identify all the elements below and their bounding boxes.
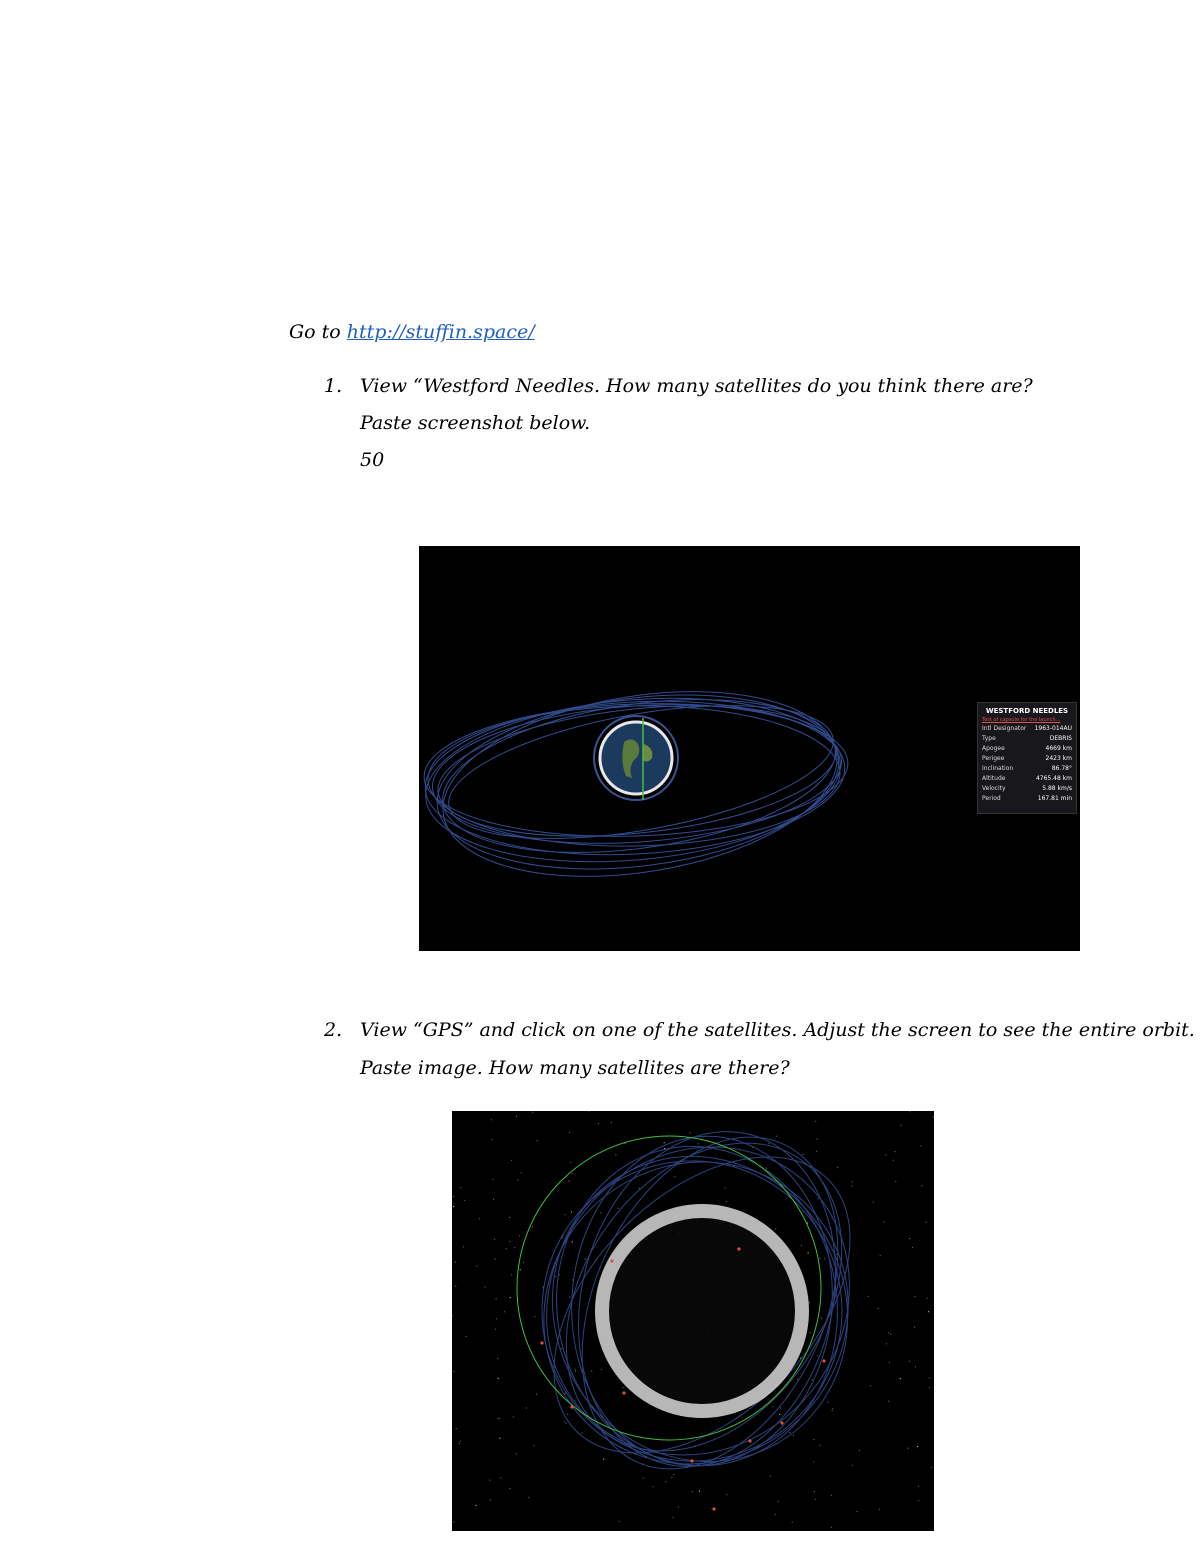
debris-dot bbox=[476, 1505, 477, 1506]
debris-dot bbox=[537, 1140, 538, 1141]
debris-dot bbox=[678, 1506, 679, 1507]
debris-dot bbox=[639, 1188, 640, 1189]
debris-dot bbox=[569, 1297, 570, 1298]
debris-dot bbox=[497, 1358, 498, 1359]
debris-dot bbox=[815, 1499, 816, 1500]
debris-dot bbox=[880, 1255, 881, 1256]
debris-dot bbox=[452, 1315, 453, 1316]
debris-dot bbox=[506, 1248, 507, 1249]
debris-dot bbox=[485, 1286, 486, 1287]
debris-dot bbox=[814, 1491, 815, 1492]
debris-dot bbox=[532, 1226, 533, 1227]
debris-dot bbox=[912, 1247, 913, 1248]
debris-dot bbox=[775, 1514, 776, 1515]
debris-dot bbox=[766, 1168, 767, 1169]
debris-dot bbox=[509, 1241, 510, 1242]
debris-dot bbox=[526, 1407, 527, 1408]
earth-globe bbox=[594, 716, 678, 800]
debris-dot bbox=[779, 1414, 780, 1415]
debris-dot bbox=[852, 1465, 853, 1466]
debris-dot bbox=[883, 1222, 884, 1223]
debris-dot bbox=[498, 1378, 499, 1379]
debris-dot bbox=[878, 1308, 879, 1309]
debris-dot bbox=[453, 1371, 454, 1372]
debris-dot bbox=[888, 1332, 889, 1333]
debris-dot bbox=[914, 1296, 915, 1297]
info-row: Apogee 4669 km bbox=[982, 745, 1072, 752]
debris-dot bbox=[491, 1139, 492, 1140]
debris-dot bbox=[572, 1241, 573, 1242]
debris-dot bbox=[564, 1421, 565, 1422]
debris-dot bbox=[572, 1173, 573, 1174]
debris-dot bbox=[931, 1467, 932, 1468]
debris-dot bbox=[567, 1414, 568, 1415]
debris-dot bbox=[797, 1379, 798, 1380]
debris-dot bbox=[819, 1445, 820, 1446]
debris-dot bbox=[918, 1486, 919, 1487]
debris-dot bbox=[852, 1181, 853, 1182]
debris-dot bbox=[816, 1138, 817, 1139]
debris-dot bbox=[509, 1488, 510, 1489]
debris-dot bbox=[453, 1196, 454, 1197]
debris-dot bbox=[868, 1296, 869, 1297]
debris-dot bbox=[528, 1497, 529, 1498]
gps-satellite[interactable] bbox=[748, 1439, 751, 1442]
debris-dot bbox=[455, 1286, 456, 1287]
debris-dot bbox=[491, 1119, 492, 1120]
debris-dot bbox=[870, 1385, 871, 1386]
debris-dot bbox=[776, 1136, 777, 1137]
question-2-number: 2. bbox=[324, 1019, 343, 1041]
debris-dot bbox=[653, 1486, 654, 1487]
debris-dot bbox=[726, 1201, 727, 1202]
debris-dot bbox=[929, 1377, 930, 1378]
debris-dot bbox=[900, 1378, 901, 1379]
debris-dot bbox=[568, 1180, 569, 1181]
debris-dot bbox=[879, 1509, 880, 1510]
debris-dot bbox=[929, 1387, 930, 1388]
debris-dot bbox=[775, 1228, 776, 1229]
gps-orbits-view bbox=[452, 1111, 934, 1531]
debris-dot bbox=[463, 1246, 464, 1247]
debris-dot bbox=[588, 1111, 589, 1112]
info-row: Velocity 5.88 km/s bbox=[982, 785, 1072, 792]
debris-dot bbox=[886, 1343, 887, 1344]
debris-dot bbox=[674, 1176, 675, 1177]
debris-dot bbox=[810, 1332, 811, 1333]
debris-dot bbox=[500, 1477, 501, 1478]
gps-satellite[interactable] bbox=[610, 1259, 613, 1262]
debris-dot bbox=[575, 1371, 576, 1372]
satellite-info-panel bbox=[977, 702, 1077, 814]
debris-dot bbox=[873, 1201, 874, 1202]
debris-dot bbox=[933, 1116, 934, 1117]
debris-dot bbox=[460, 1441, 461, 1442]
debris-dot bbox=[802, 1154, 803, 1155]
debris-dot bbox=[496, 1298, 497, 1299]
debris-dot bbox=[643, 1478, 644, 1479]
debris-dot bbox=[591, 1371, 592, 1372]
question-1-number: 1. bbox=[324, 375, 343, 397]
debris-dot bbox=[465, 1336, 466, 1337]
debris-dot bbox=[566, 1423, 567, 1424]
question-1-text: View “Westford Needles. How many satellites do you think there are? bbox=[360, 375, 1033, 397]
debris-dot bbox=[801, 1245, 802, 1246]
debris-dot bbox=[489, 1480, 490, 1481]
debris-dot bbox=[673, 1474, 674, 1475]
debris-dot bbox=[893, 1160, 894, 1161]
debris-dot bbox=[917, 1446, 918, 1447]
debris-dot bbox=[812, 1379, 813, 1380]
debris-dot bbox=[699, 1490, 700, 1491]
debris-dot bbox=[832, 1408, 833, 1409]
debris-dot bbox=[921, 1185, 922, 1186]
debris-dot bbox=[889, 1362, 890, 1363]
info-row: Type DEBRIS bbox=[982, 735, 1072, 742]
debris-dot bbox=[831, 1527, 832, 1528]
debris-dot bbox=[570, 1162, 571, 1163]
debris-dot bbox=[571, 1211, 572, 1212]
debris-dot bbox=[888, 1401, 889, 1402]
debris-dot bbox=[499, 1438, 500, 1439]
debris-dot bbox=[509, 1217, 510, 1218]
earth-debris-ring bbox=[602, 1211, 802, 1411]
debris-dot bbox=[536, 1394, 537, 1395]
gps-satellite[interactable] bbox=[737, 1247, 740, 1250]
info-panel-title: WESTFORD NEEDLES bbox=[985, 707, 1069, 715]
debris-dot bbox=[520, 1269, 521, 1270]
debris-dot bbox=[808, 1252, 809, 1253]
question-1-answer: 50 bbox=[360, 449, 385, 471]
debris-dot bbox=[817, 1355, 818, 1356]
info-row: Intl Designator 1963-014AU bbox=[982, 725, 1072, 732]
debris-dot bbox=[772, 1406, 773, 1407]
debris-dot bbox=[598, 1123, 599, 1124]
debris-dot bbox=[603, 1459, 604, 1460]
debris-dot bbox=[559, 1274, 560, 1275]
debris-dot bbox=[600, 1212, 601, 1213]
debris-dot bbox=[885, 1154, 886, 1155]
intro-line bbox=[289, 320, 535, 344]
debris-dot bbox=[479, 1218, 480, 1219]
debris-dot bbox=[909, 1111, 910, 1112]
debris-dot bbox=[816, 1151, 817, 1152]
debris-dot bbox=[909, 1361, 910, 1362]
debris-dot bbox=[523, 1262, 524, 1263]
question-2-text: View “GPS” and click on one of the satellites. Adjust the screen to see the entire orbit. bbox=[360, 1019, 1195, 1041]
debris-dot bbox=[894, 1151, 895, 1152]
debris-dot bbox=[915, 1366, 916, 1367]
debris-dot bbox=[533, 1445, 534, 1446]
debris-dot bbox=[819, 1258, 820, 1259]
debris-dot bbox=[459, 1443, 460, 1444]
intro-prefix: Go to bbox=[289, 321, 347, 343]
debris-dot bbox=[492, 1179, 493, 1180]
debris-dot bbox=[622, 1387, 623, 1388]
debris-dot bbox=[920, 1145, 921, 1146]
debris-dot bbox=[519, 1235, 520, 1236]
debris-dot bbox=[514, 1247, 515, 1248]
info-panel-subtitle[interactable]: Test of capsule for the launch... bbox=[982, 717, 1061, 723]
debris-dot bbox=[453, 1206, 454, 1207]
debris-dot bbox=[497, 1418, 498, 1419]
debris-dot bbox=[813, 1439, 814, 1440]
debris-dot bbox=[511, 1274, 512, 1275]
gps-satellite[interactable] bbox=[780, 1421, 783, 1424]
debris-dot bbox=[495, 1329, 496, 1330]
westford-needles-screenshot bbox=[419, 546, 1080, 951]
debris-dot bbox=[671, 1477, 672, 1478]
gps-satellite[interactable] bbox=[712, 1507, 715, 1510]
debris-dot bbox=[517, 1180, 518, 1181]
debris-dot bbox=[824, 1258, 825, 1259]
debris-dot bbox=[456, 1428, 457, 1429]
debris-dot bbox=[511, 1160, 512, 1161]
debris-dot bbox=[575, 1369, 576, 1370]
gps-satellite[interactable] bbox=[570, 1405, 573, 1408]
question-2-instruction: Paste image. How many satellites are there? bbox=[360, 1057, 790, 1079]
question-1-instruction: Paste screenshot below. bbox=[360, 412, 591, 434]
debris-dot bbox=[664, 1142, 665, 1143]
debris-dot bbox=[513, 1416, 514, 1417]
debris-dot bbox=[601, 1369, 602, 1370]
debris-dot bbox=[859, 1450, 860, 1451]
debris-dot bbox=[725, 1187, 726, 1188]
debris-dot bbox=[582, 1432, 583, 1433]
debris-dot bbox=[818, 1198, 819, 1199]
debris-dot bbox=[555, 1276, 556, 1277]
debris-dot bbox=[928, 1311, 929, 1312]
debris-dot bbox=[789, 1432, 790, 1433]
debris-dot bbox=[895, 1181, 896, 1182]
debris-dot bbox=[726, 1494, 727, 1495]
gps-satellite[interactable] bbox=[822, 1359, 825, 1362]
debris-dot bbox=[907, 1448, 908, 1449]
debris-dot bbox=[914, 1327, 915, 1328]
stuffin-space-link[interactable]: http://stuffin.space/ bbox=[346, 321, 535, 343]
debris-dot bbox=[813, 1461, 814, 1462]
debris-dot bbox=[852, 1185, 853, 1186]
debris-dot bbox=[490, 1499, 491, 1500]
info-row: Inclination 86.78° bbox=[982, 765, 1072, 772]
debris-dot bbox=[455, 1262, 456, 1263]
debris-dot bbox=[495, 1259, 496, 1260]
debris-dot bbox=[827, 1402, 828, 1403]
debris-dot bbox=[561, 1348, 562, 1349]
debris-dot bbox=[770, 1476, 771, 1477]
gps-satellite[interactable] bbox=[622, 1391, 625, 1394]
debris-dot bbox=[611, 1122, 612, 1123]
debris-dot bbox=[672, 1517, 673, 1518]
debris-dot bbox=[837, 1167, 838, 1168]
info-row: Altitude 4765.48 km bbox=[982, 775, 1072, 782]
debris-dot bbox=[836, 1254, 837, 1255]
debris-dot bbox=[534, 1316, 535, 1317]
debris-dot bbox=[690, 1132, 691, 1133]
debris-dot bbox=[615, 1154, 616, 1155]
debris-dot bbox=[831, 1495, 832, 1496]
debris-dot bbox=[909, 1238, 910, 1239]
debris-dot bbox=[926, 1222, 927, 1223]
debris-dot bbox=[856, 1511, 857, 1512]
debris-dot bbox=[499, 1418, 500, 1419]
debris-dot bbox=[460, 1187, 461, 1188]
debris-dot bbox=[780, 1407, 781, 1408]
debris-dot bbox=[901, 1125, 902, 1126]
debris-dot bbox=[585, 1259, 586, 1260]
debris-dot bbox=[453, 1521, 454, 1522]
debris-dot bbox=[493, 1199, 494, 1200]
debris-dot bbox=[890, 1334, 891, 1335]
debris-dot bbox=[569, 1132, 570, 1133]
debris-dot bbox=[821, 1318, 822, 1319]
debris-dot bbox=[692, 1491, 693, 1492]
gps-satellite[interactable] bbox=[690, 1459, 693, 1462]
debris-dot bbox=[697, 1143, 698, 1144]
debris-dot bbox=[778, 1501, 779, 1502]
debris-dot bbox=[510, 1297, 511, 1298]
debris-dot bbox=[496, 1318, 497, 1319]
info-row: Perigee 2423 km bbox=[982, 755, 1072, 762]
debris-dot bbox=[809, 1302, 810, 1303]
debris-dot bbox=[792, 1522, 793, 1523]
gps-satellite[interactable] bbox=[540, 1341, 543, 1344]
debris-dot bbox=[815, 1121, 816, 1122]
debris-dot bbox=[521, 1172, 522, 1173]
debris-dot bbox=[927, 1298, 928, 1299]
gps-screenshot bbox=[452, 1111, 934, 1531]
debris-dot bbox=[476, 1265, 477, 1266]
debris-dot bbox=[464, 1200, 465, 1201]
debris-dot bbox=[504, 1311, 505, 1312]
debris-dot bbox=[494, 1239, 495, 1240]
debris-dot bbox=[793, 1435, 794, 1436]
debris-dot bbox=[618, 1208, 619, 1209]
debris-dot bbox=[768, 1143, 769, 1144]
debris-dot bbox=[619, 1521, 620, 1522]
debris-dot bbox=[516, 1116, 517, 1117]
debris-dot bbox=[832, 1410, 833, 1411]
debris-dot bbox=[918, 1500, 919, 1501]
debris-dot bbox=[516, 1453, 517, 1454]
debris-dot bbox=[665, 1481, 666, 1482]
debris-dot bbox=[565, 1214, 566, 1215]
info-row: Period 167.81 min bbox=[982, 795, 1072, 802]
debris-dot bbox=[532, 1112, 533, 1113]
